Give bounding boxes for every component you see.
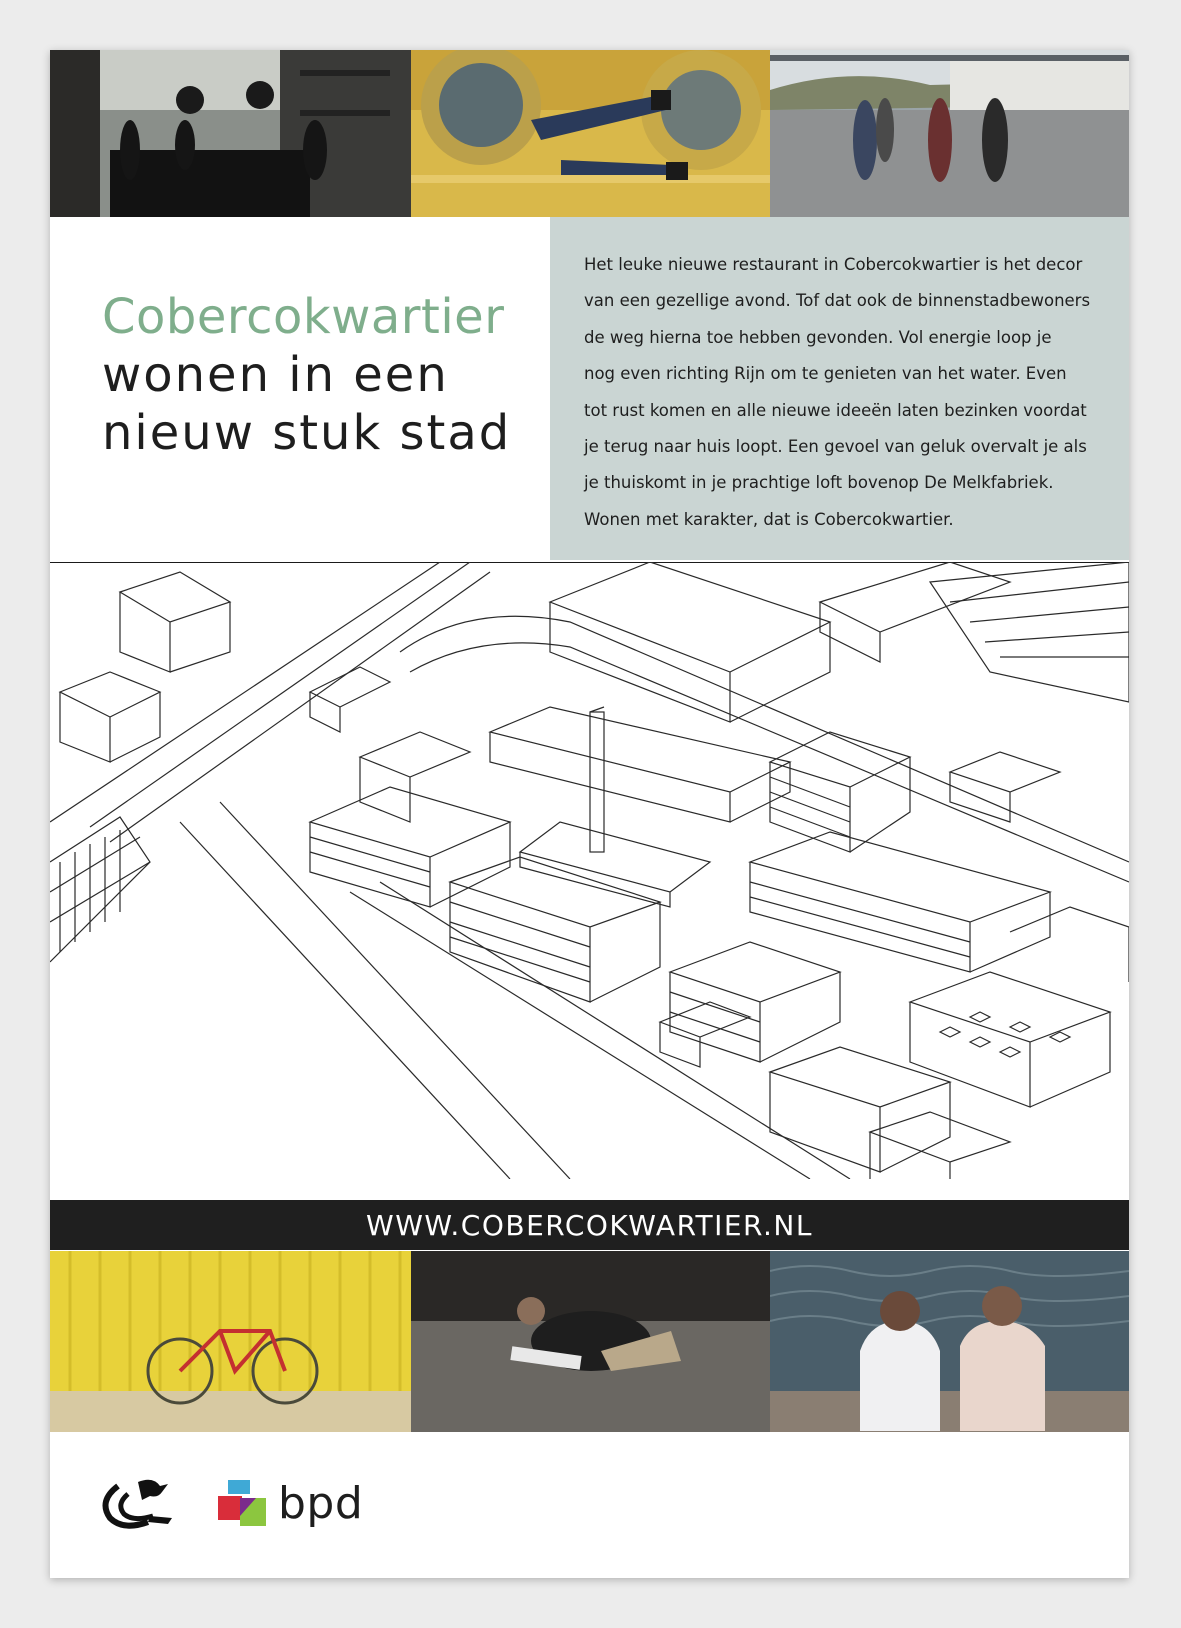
page-heading [102,288,542,462]
heading-subtitle-line-1: wonen in een [102,347,449,403]
intro-text-line: je terug naar huis loopt. Een gevoel van geluk overvalt je als [584,437,1087,457]
intro-text-panel [550,217,1129,560]
website-url-link[interactable]: WWW.COBERCOKWARTIER.NL [366,1208,813,1242]
website-url-bar [50,1200,1129,1250]
intro-text-line: je thuiskomt in je prachtige loft bovenop De Melkfabriek. [584,473,1054,493]
intro-text-line: tot rust komen en alle nieuwe ideeën laten bezinken voordat [584,400,1087,420]
photo-laundromat-legs [411,50,770,217]
intro-text-line: van een gezellige avond. Tof dat ook de binnenstadbewoners [584,291,1091,311]
bottom-photo-strip [50,1251,1129,1432]
cobercokwartier-emblem-icon [98,1476,176,1530]
photo-restaurant-bar [50,50,411,217]
heading-title: Cobercokwartier [102,289,505,345]
photo-friends-walking [770,50,1129,217]
photo-two-men-waterfront [770,1251,1129,1432]
intro-text-line: Wonen met karakter, dat is Cobercokwartier. [584,509,954,529]
photo-bicycle-yellow-wall [50,1251,411,1432]
intro-text-line: nog even richting Rijn om te genieten van het water. Even [584,364,1067,384]
bpd-logo [216,1476,363,1530]
partner-logos [98,1468,363,1538]
intro-text-line: Het leuke nieuwe restaurant in Cobercokwartier is het decor [584,255,1083,274]
isometric-site-plan [50,562,1129,1179]
top-photo-strip [50,50,1129,217]
heading-subtitle-line-2: nieuw stuk stad [102,405,512,461]
brochure-page [50,50,1129,1578]
photo-man-drawing [411,1251,770,1432]
bpd-logo-icon [216,1476,270,1530]
bpd-wordmark: bpd [278,1477,364,1529]
intro-text-line: de weg hierna toe hebben gevonden. Vol energie loop je [584,327,1052,347]
